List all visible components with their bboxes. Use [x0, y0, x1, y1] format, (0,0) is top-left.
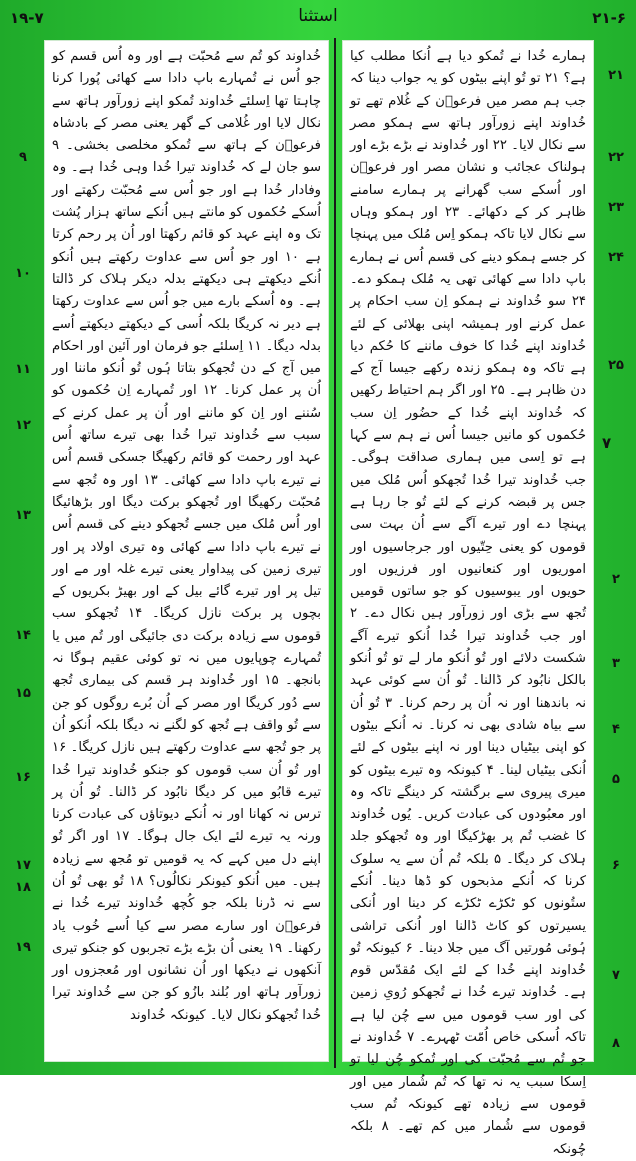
header-verse-range-right: ۲۱-۶	[592, 9, 626, 27]
book-title: استثنا	[298, 6, 338, 26]
left-text-column	[44, 40, 329, 1062]
right-gutter-verse-number: ۵	[612, 772, 620, 787]
page-header	[0, 0, 636, 34]
left-gutter-verse-number: ۱۹	[15, 940, 31, 955]
right-gutter-verse-number: ۶	[612, 858, 620, 873]
right-gutter-verse-number: ۲۵	[608, 358, 624, 373]
right-gutter-verse-number: ۷	[612, 968, 620, 983]
header-verse-range-left: ۱۹-۷	[10, 9, 44, 27]
right-text-column	[342, 40, 594, 1157]
left-gutter-verse-number: ۱۳	[15, 508, 31, 523]
right-column-text: ہمارے خُدا نے تُمکو دیا ہے اُنکا مطلب کیا ہے؟ ۲۱ تو تُو اپنے بیٹوں کو یہ جواب دینا کہ جب ہم مصر میں فرعوؔن کے غُلام تھے تو خُداوند اپنے زورآور ہاتھ سے ہمکو مصر سے نکال لایا۔ ۲۲ اور خُداوند نے بڑے بڑے اور ہولناک عجائب و نشان مصر اور فرعوؔن اور اُسکے سب گھرانے پر ہمارے سامنے ظاہر کر کے دکھائے۔ ۲۳ اور ہمکو وہاں سے نکال لایا تاکہ ہمکو اِس مُلک میں پہنچا کر جسے ہمکو دینے کی قسم اُس نے ہمارے باپ دادا سے کھائی تھی یہ مُلک ہمکو دے۔ ۲۴ سو خُداوند نے ہمکو اِن سب احکام پر عمل کرنے اور ہمیشہ اپنی بھلائی کے لئے خُداوند اپنے خُدا کا خوف ماننے کا حُکم دیا ہے تاکہ وہ ہمکو زندہ رکھے جیسا آج کے دن ظاہر ہے۔ ۲۵ اور اگر ہم احتیاط رکھیں کہ خُداوند اپنے خُدا کے حضُور اِن سب حُکموں کو مانیں جیسا اُس نے ہم سے کہا ہے تو اِسی میں ہماری صداقت ہوگی۔ جب خُداوند تیرا خُدا تُجھکو اُس مُلک میں جس پر قبضہ کرنے کے لئے تُو جا رہا ہے پہنچا دے اور تیرے آگے سے اُن بہت سی قوموں کو یعنی حِتّیوں اور جرجاسیوں اور اموریوں اور کنعانیوں اور فرزیوں اور حویوں اور یبوسیوں کو جو ساتوں قومیں تُجھ سے بڑی اور زورآور ہیں نکال دے۔ ۲ اور جب خُداوند تیرا خُدا اُنکو تیرے آگے شکست دلائے اور تُو اُنکو مار لے تو تُو اُنکو بالکل نابُود کر ڈالنا۔ تُو اُن سے کوئی عہد نہ باندھنا اور نہ اُن پر رحم کرنا۔ ۳ تُو اُن سے بیاہ شادی بھی نہ کرنا۔ نہ اُنکے بیٹوں کو اپنی بیٹیاں دینا اور نہ اپنے بیٹوں کے لئے اُنکی بیٹیاں لینا۔ ۴ کیونکہ وہ تیرے بیٹوں کو میری پیروی سے برگشتہ کر دینگے تاکہ وہ اور معبُودوں کی عبادت کریں۔ یُوں خُداوند کا غضب تُم پر بھڑکیگا اور وہ تُجھکو جلد ہلاک کر دیگا۔ ۵ بلکہ تُم اُن سے یہ سلوک کرنا کہ اُنکے مذبحوں کو ڈھا دینا۔ اُنکے ستُونوں کو ٹکڑے ٹکڑے کر دینا اور اُنکی یسیرتوں کو کاٹ ڈالنا اور اُنکی تراشی ہُوئی مُورتیں آگ میں جلا دینا۔ ۶ کیونکہ تُو خُداوند اپنے خُدا کے لئے ایک مُقدّس قوم ہے۔ خُداوند تیرے خُدا نے تُجھکو رُویِ زمین کی اور سب قوموں میں سے چُن لیا ہے تاکہ اُسکی خاص اُمّت ٹھہرے۔ ۷ خُداوند نے جو تُم سے مُحبّت کی اور تُمکو چُن لیا تو اِسکا سبب یہ نہ تھا کہ تُم شُمار میں اور قوموں سے زیادہ تھے کیونکہ تُم سب قوموں سے شُمار میں کم تھے۔ ۸ بلکہ چُونکہ	[350, 49, 587, 1157]
left-column-text: خُداوند کو تُم سے مُحبّت ہے اور وہ اُس قسم کو جو اُس نے تُمہارے باپ دادا سے کھائی پُورا کرنا چاہتا تھا اِسلئے خُداوند تُمکو اپنے زورآور ہاتھ سے نکال لایا اور غُلامی کے گھر یعنی مصر کے بادشاہ فرعوؔن کے ہاتھ سے تُمکو مخلصی بخشی۔ ۹ سو جان لے کہ خُداوند تیرا خُدا وہی خُدا ہے۔ وہ وفادار خُدا ہے اور جو اُس سے مُحبّت رکھتے اور اُسکے حُکموں کو مانتے ہیں اُنکے ساتھ ہزار پُشت تک وہ اپنے عہد کو قائم رکھتا اور اُن پر رحم کرتا ہے ۱۰ اور جو اُس سے عداوت رکھتے ہیں اُنکو اُنکے دیکھتے ہی دیکھتے بدلہ دیکر ہلاک کر ڈالتا ہے۔ وہ اُسکے بارے میں جو اُس سے عداوت رکھتا ہے دیر نہ کریگا بلکہ اُسی کے دیکھتے دیکھتے اُسے بدلہ دیگا۔ ۱۱ اِسلئے جو فرمان اور آئین اور احکام میں آج کے دن تُجھکو بتاتا ہُوں تُو اُنکو ماننا اور اُن پر عمل کرنا۔ ۱۲ اور تُمہارے اِن حُکموں کو سُننے اور اِن کو ماننے اور اُن پر عمل کرنے کے سبب سے خُداوند تیرا خُدا بھی تیرے ساتھ اُس عہد اور رحمت کو قائم رکھیگا جسکی قسم اُس نے تیرے باپ دادا سے کھائی۔ ۱۳ اور وہ تُجھ سے مُحبّت رکھیگا اور تُجھکو برکت دیگا اور بڑھائیگا اور اُس مُلک میں جسے تُجھکو دینے کی قسم اُس نے تیرے باپ دادا سے کھائی وہ تیری اولاد پر اور تیری زمین کی پیداوار یعنی تیرے غلہ اور مے اور تیل پر اور تیرے گائے بیل کے اور بھیڑ بکریوں کے بچوں پر برکت نازل کریگا۔ ۱۴ تُجھکو سب قوموں سے زیادہ برکت دی جائیگی اور تُم میں یا تُمہارے چوپایوں میں نہ تو کوئی عقیم ہوگا نہ بانجھ۔ ۱۵ اور خُداوند ہر قسم کی بیماری تُجھ سے دُور کریگا اور مصر کے اُن بُرے روگوں کو جن سے تُو واقف ہے تُجھ کو لگنے نہ دیگا بلکہ اُنکو اُن پر جو تُجھ سے عداوت رکھتے ہیں نازل کریگا۔ ۱۶ اور تُو اُن سب قوموں کو جنکو خُداوند تیرا خُدا تیرے قابُو میں کر دیگا نابُود کر ڈالنا۔ تُو اُن پر ترس نہ کھانا اور نہ اُنکے دیوتاؤں کی عبادت کرنا ورنہ یہ تیرے لئے ایک جال ہوگا۔ ۱۷ اور اگر تُو اپنے دل میں کہے کہ یہ قومیں تو مُجھ سے زیادہ ہیں۔ میں اُنکو کیونکر نکالُوں؟ ۱۸ تُو بھی تُو اُن سے نہ ڈرنا بلکہ جو کُچھ خُداوند تیرے خُدا نے فرعوؔن اور سارے مصر سے کیا اُسے خُوب یاد رکھنا۔ ۱۹ یعنی اُن بڑے بڑے تجربوں کو جنکو تیری آنکھوں نے دیکھا اور اُن نشانوں اور مُعجزوں اور زورآور ہاتھ اور بُلند بازُو کو جن سے خُداوند تیرا خُدا تُجھکو نکال لایا۔ کیونکہ خُداوند	[52, 49, 321, 1023]
left-gutter-verse-number: ۱۲	[15, 418, 31, 433]
right-gutter-verse-number: ۸	[612, 1036, 620, 1051]
left-gutter-verse-number: ۱۸	[15, 880, 31, 895]
right-gutter-verse-number: ۴	[612, 722, 620, 737]
left-gutter-verse-number: ۹	[19, 150, 27, 165]
right-gutter-verse-number: ۲۴	[608, 250, 624, 265]
left-gutter-verse-number: ۱۷	[15, 858, 31, 873]
left-gutter-verse-number: ۱۵	[15, 686, 31, 701]
right-gutter-verse-number: ۲۲	[608, 150, 624, 165]
chapter-marker: ۷	[602, 434, 612, 452]
left-gutter-verse-number: ۱۰	[15, 266, 31, 281]
left-gutter-verse-number: ۱۱	[15, 362, 31, 377]
column-divider	[334, 38, 336, 1068]
left-gutter-verse-number: ۱۶	[15, 770, 31, 785]
left-gutter-verse-number: ۱۴	[15, 628, 31, 643]
right-gutter-verse-number: ۲	[612, 572, 620, 587]
right-gutter-verse-number: ۲۳	[608, 200, 624, 215]
right-gutter-verse-number: ۳	[612, 656, 620, 671]
right-gutter-verse-number: ۲۱	[608, 68, 624, 83]
